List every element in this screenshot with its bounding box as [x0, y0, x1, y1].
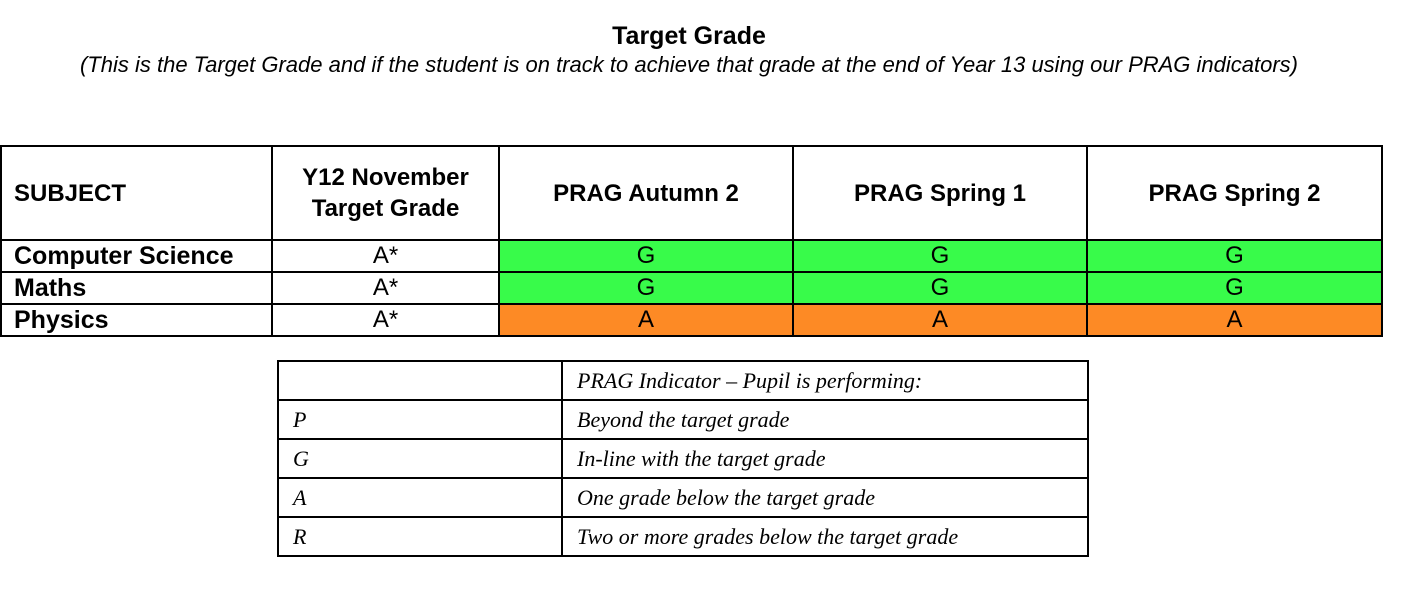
legend-header-desc: PRAG Indicator – Pupil is performing: — [562, 361, 1088, 400]
legend-code-cell: R — [278, 517, 562, 556]
prag-cell: G — [793, 240, 1087, 272]
prag-cell: A — [499, 304, 793, 336]
column-header-prag-autumn-2: PRAG Autumn 2 — [499, 146, 793, 240]
prag-cell: G — [499, 272, 793, 304]
legend-desc-cell: In-line with the target grade — [562, 439, 1088, 478]
target-grade-cell: A* — [272, 240, 499, 272]
prag-cell: G — [1087, 272, 1382, 304]
subject-cell: Computer Science — [1, 240, 272, 272]
legend-desc-cell: Two or more grades below the target grade — [562, 517, 1088, 556]
subject-cell: Maths — [1, 272, 272, 304]
prag-cell: A — [1087, 304, 1382, 336]
column-header-target-line1: Y12 November — [302, 164, 469, 191]
legend-code-cell: G — [278, 439, 562, 478]
legend-row — [278, 400, 1088, 439]
grades-table-header-row — [1, 146, 1382, 240]
legend-code-cell: P — [278, 400, 562, 439]
legend-row — [278, 478, 1088, 517]
column-header-target-line2: Target Grade — [311, 195, 460, 222]
legend-code-cell — [278, 361, 562, 400]
target-grade-cell: A* — [272, 272, 499, 304]
target-grade-cell: A* — [272, 304, 499, 336]
legend-desc-cell: One grade below the target grade — [562, 478, 1088, 517]
table-row — [1, 304, 1382, 336]
legend-row — [278, 439, 1088, 478]
prag-legend-table — [277, 360, 1089, 557]
legend-desc-cell: Beyond the target grade — [562, 400, 1088, 439]
prag-cell: A — [793, 304, 1087, 336]
column-header-prag-spring-2: PRAG Spring 2 — [1087, 146, 1382, 240]
column-header-target-grade — [272, 146, 499, 240]
legend-row — [278, 517, 1088, 556]
table-row — [1, 272, 1382, 304]
grades-table — [0, 145, 1383, 337]
column-header-subject: SUBJECT — [1, 146, 272, 240]
page-title: Target Grade — [612, 22, 766, 50]
prag-cell: G — [793, 272, 1087, 304]
page-subtitle: (This is the Target Grade and if the student is on track to achieve that grade at the end of Year 13 using our PRAG indicators) — [79, 52, 1299, 77]
prag-cell: G — [499, 240, 793, 272]
legend-header-row — [278, 361, 1088, 400]
prag-cell: G — [1087, 240, 1382, 272]
legend-code-cell: A — [278, 478, 562, 517]
column-header-prag-spring-1: PRAG Spring 1 — [793, 146, 1087, 240]
table-row — [1, 240, 1382, 272]
subject-cell: Physics — [1, 304, 272, 336]
